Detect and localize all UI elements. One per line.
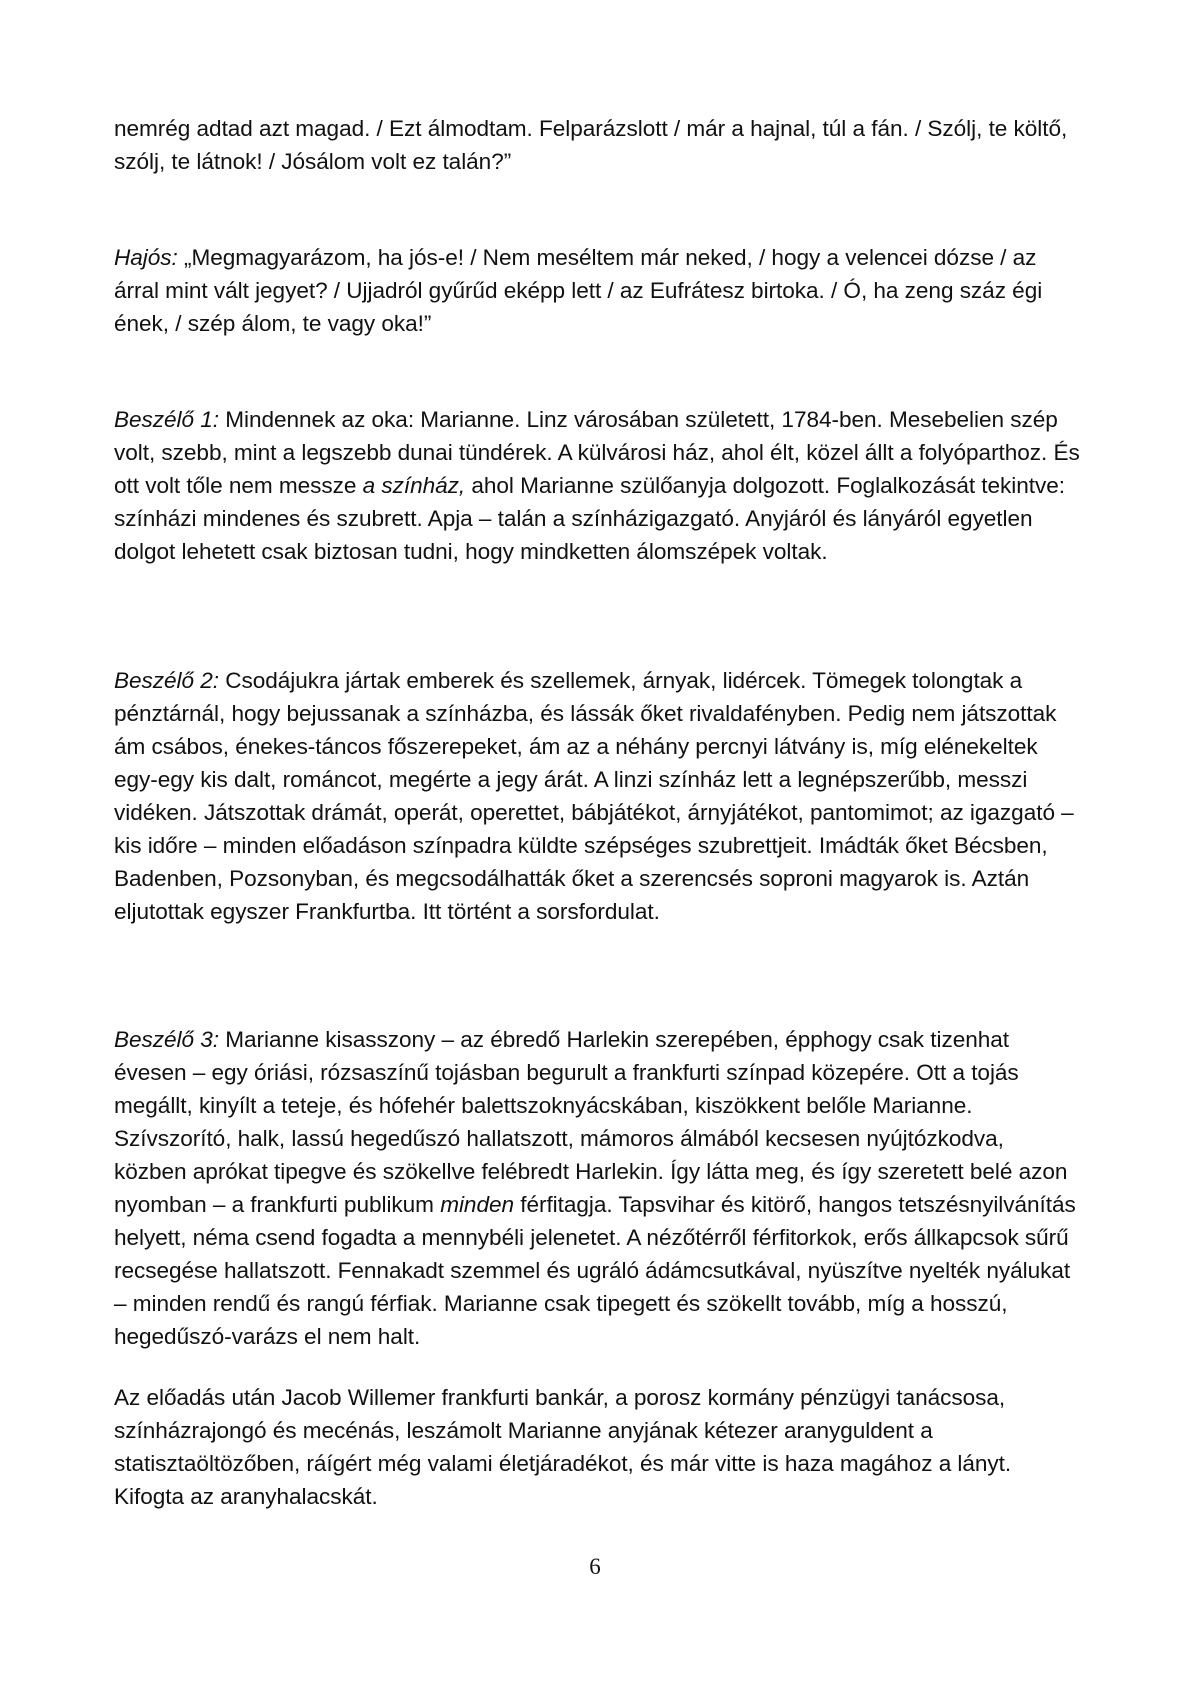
speaker-label-hajos: Hajós: [114, 245, 178, 270]
emphasis-text: minden [440, 1192, 514, 1217]
page-number: 6 [589, 1554, 601, 1579]
paragraph-beszelo-3 [114, 1023, 1082, 1353]
paragraph-beszelo-2 [114, 664, 1082, 928]
paragraph-text: Mindennek az oka: Marianne. Linz városában született, 1784-ben. Mesebelien szép volt, szebb, mint a legszebb dunai tündérek. A külvárosi ház, ahol élt, közel állt a folyóparthoz. És ott volt tőle nem messze [114, 407, 1080, 498]
paragraph-text: ahol Marianne szülőanyja dolgozott. Foglalkozását tekintve: színházi mindenes és szubrett. Apja – talán a színházigazgató. Anyjáról és lányáról egyetlen dolgot lehetett csak biztosan tudni, hogy mindketten álomszépek voltak. [114, 473, 1065, 564]
paragraph-after-performance [114, 1381, 1082, 1513]
paragraph-hajos [114, 241, 1082, 340]
speaker-label-beszelo-3: Beszélő 3: [114, 1027, 220, 1052]
emphasis-text: a színház, [362, 473, 466, 498]
paragraph-text: Marianne kisasszony – az ébredő Harlekin szerepében, épphogy csak tizenhat évesen – egy óriási, rózsaszínű tojásban begurult a frankfurti színpad közepére. Ott a tojás megállt, kinyílt a teteje, és hófehér balettszoknyácskában, kiszökkent belőle Marianne. Szívszorító, halk, lassú hegedűszó hallatszott, mámoros álmából kecsesen nyújtózkodva, közben aprókat tipegve és szökellve felébredt Harlekin. Így látta meg, és így szeretett belé azon nyomban – a frankfurti publikum [114, 1027, 1068, 1217]
paragraph-text: férfitagja. Tapsvihar és kitörő, hangos tetszésnyilvánítás helyett, néma csend fogadta a mennybéli jelenetet. A nézőtérről férfitorkok, erős állkapcsok sűrű recsegése hallatszott. Fennakadt szemmel és ugráló ádámcsutkával, nyüszítve nyelték nyálukat – minden rendű és rangú férfiak. Marianne csak tipegett és szökellt tovább, míg a hosszú, hegedűszó-varázs el nem halt. [114, 1192, 1076, 1349]
paragraph-poem-ending [114, 112, 1082, 178]
paragraph-text: Az előadás után Jacob Willemer frankfurti bankár, a porosz kormány pénzügyi tanácsosa, színházrajongó és mecénás, leszámolt Marianne anyjának kétezer aranyguldent a statisztaöltözőben, ráígért még valami életjáradékot, és már vitte is haza magához a lányt. Kifogta az aranyhalacskát. [114, 1385, 1012, 1509]
speaker-label-beszelo-2: Beszélő 2: [114, 668, 220, 693]
paragraph-beszelo-1 [114, 403, 1082, 568]
paragraph-text: „Megmagyarázom, ha jós-e! / Nem meséltem már neked, / hogy a velencei dózse / az árral mint vált jegyet? / Ujjadról gyűrűd eképp lett / az Eufrátesz birtoka. / Ó, ha zeng száz égi ének, / szép álom, te vagy oka!” [114, 245, 1043, 336]
speaker-label-beszelo-1: Beszélő 1: [114, 407, 220, 432]
paragraph-text: Csodájukra jártak emberek és szellemek, árnyak, lidércek. Tömegek tolongtak a pénztárnál, hogy bejussanak a színházba, és lássák őket rivaldafényben. Pedig nem játszottak ám csábos, énekes-táncos főszerepeket, ám az a néhány percnyi látvány is, míg elénekeltek egy-egy kis dalt, románcot, megérte a jegy árát. A linzi színház lett a legnépszerűbb, messzi vidéken. Játszottak drámát, operát, operettet, bábjátékot, árnyjátékot, pantomimot; az igazgató – kis időre – minden előadáson színpadra küldte szépséges szubrettjeit. Imádták őket Bécsben, Badenben, Pozsonyban, és megcsodálhatták őket a szerencsés soproni magyarok is. Aztán eljutottak egyszer Frankfurtba. Itt történt a sorsfordulat. [114, 668, 1074, 924]
paragraph-text: nemrég adtad azt magad. / Ezt álmodtam. Felparázslott / már a hajnal, túl a fán. / Szólj, te költő, szólj, te látnok! / Jósálom volt ez talán?” [114, 116, 1068, 174]
